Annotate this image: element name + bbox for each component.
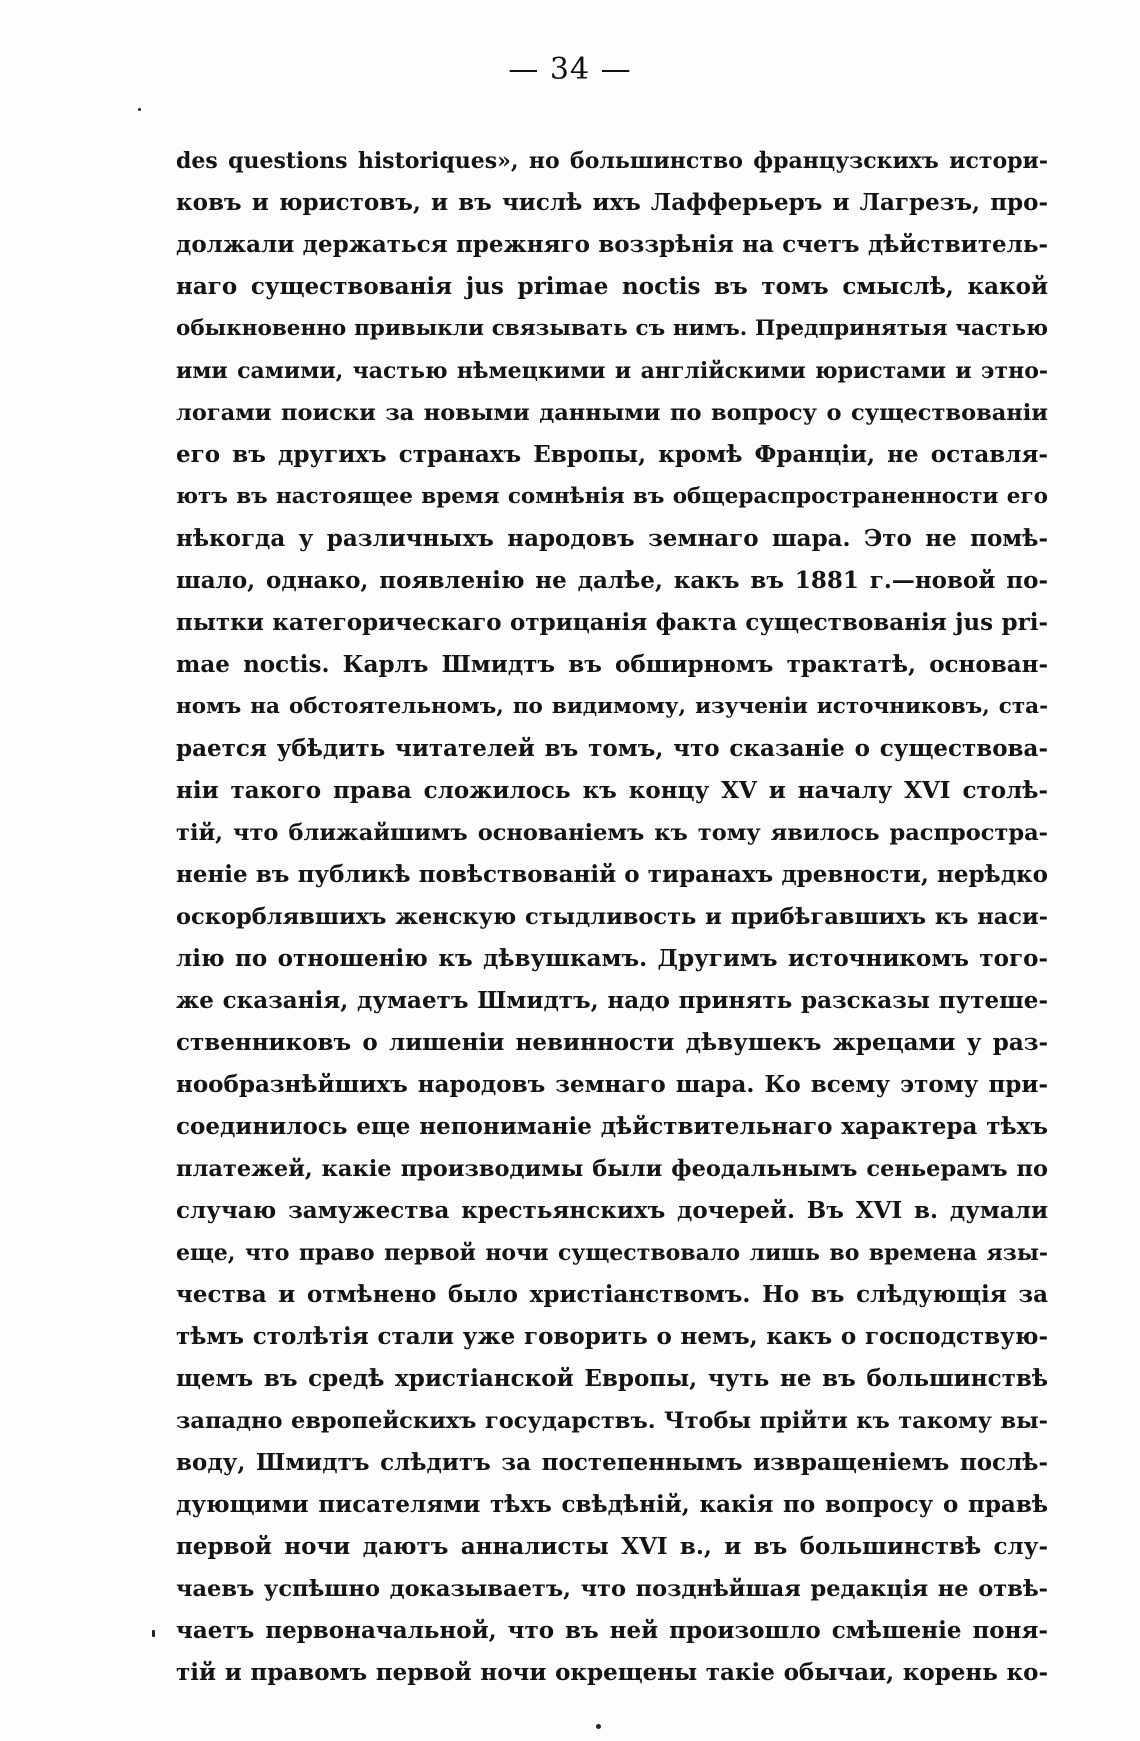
text-line: должали держаться прежняго воззрѣнія на счетъ дѣйствитель-	[176, 231, 1048, 258]
text-line: тѣмъ столѣтія стали уже говорить о немъ, какъ о господствую-	[176, 1323, 1048, 1350]
text-line: еще, что право первой ночи существовало лишь во времена язы-	[176, 1240, 1048, 1266]
text-line: ніи такого права сложилось къ концу XV и началу XVI столѣ-	[176, 777, 1048, 804]
text-line: западно европейскихъ государствъ. Чтобы прійти къ такому вы-	[176, 1408, 1048, 1434]
text-line: ютъ въ настоящее время сомнѣнія въ общераспространенности его	[176, 484, 1048, 509]
text-line: логами поиски за новыми данными по вопросу о существованіи	[176, 400, 1048, 426]
ink-speck	[138, 108, 141, 111]
text-line: чества и отмѣнено было христіанствомъ. Но въ слѣдующія за	[176, 1281, 1048, 1308]
text-line: оскорблявшихъ женскую стыдливость и прибѣгавшихъ къ наси-	[176, 904, 1048, 930]
text-line: номъ на обстоятельномъ, по видимому, изученіи источниковъ, ста-	[176, 694, 1048, 719]
text-line: ковъ и юристовъ, и въ числѣ ихъ Лафферьеръ и Лагрезъ, про-	[176, 189, 1048, 216]
text-line: неніе въ публикѣ повѣствованій о тиранахъ древности, нерѣдко	[176, 861, 1048, 888]
text-line: же сказанія, думаетъ Шмидтъ, надо принять разсказы путеше-	[176, 987, 1048, 1014]
text-line: щемъ въ средѣ христіанской Европы, чуть не въ большинствѣ	[176, 1365, 1048, 1392]
text-line: нѣкогда у различныхъ народовъ земнаго шара. Это не помѣ-	[176, 525, 1048, 552]
text-line: нообразнѣйшихъ народовъ земнаго шара. Ко всему этому при-	[176, 1071, 1048, 1098]
text-line: дующими писателями тѣхъ свѣдѣній, какія по вопросу о правѣ	[176, 1491, 1048, 1518]
ink-speck	[152, 1630, 155, 1637]
text-line: чаевъ успѣшно доказываетъ, что позднѣйшая редакція не отвѣ-	[176, 1576, 1048, 1602]
text-line: ственниковъ о лишеніи невинности дѣвушекъ жрецами у раз-	[176, 1029, 1048, 1056]
text-line: des questions historiques», но большинство французскихъ истори-	[176, 148, 1048, 174]
text-line: соединилось еще непониманіе дѣйствительнаго характера тѣхъ	[176, 1113, 1048, 1140]
text-line: наго существованія jus primae noctis въ томъ смыслѣ, какой	[176, 273, 1048, 300]
text-line: воду, Шмидтъ слѣдитъ за постепеннымъ извращеніемъ послѣ-	[176, 1449, 1048, 1476]
text-line: шало, однако, появленію не далѣе, какъ въ 1881 г.—новой по-	[176, 567, 1048, 594]
text-line: mae noctis. Карлъ Шмидтъ въ обширномъ трактатѣ, основан-	[176, 651, 1048, 678]
text-line: пытки категорическаго отрицанія факта существованія jus pri-	[176, 609, 1048, 636]
text-line: чаетъ первоначальной, что въ ней произошло смѣшеніе поня-	[176, 1617, 1048, 1644]
text-line: случаю замужества крестьянскихъ дочерей. Въ XVI в. думали	[176, 1197, 1048, 1224]
text-line: лію по отношенію къ дѣвушкамъ. Другимъ источникомъ того-	[176, 945, 1048, 972]
text-line: ими самими, частью нѣмецкими и англійскими юристами и этно-	[176, 358, 1048, 384]
body-text	[176, 140, 1048, 1694]
text-line: рается убѣдить читателей въ томъ, что сказаніе о существова-	[176, 735, 1048, 762]
text-line: платежей, какіе производимы были феодальнымъ сеньерамъ по	[176, 1156, 1048, 1182]
text-line: его въ другихъ странахъ Европы, кромѣ Франціи, не оставля-	[176, 441, 1048, 468]
page-number: — 34 —	[508, 52, 632, 87]
text-line: первой ночи даютъ анналисты XVI в., и въ большинствѣ слу-	[176, 1533, 1048, 1560]
text-line: тій, что ближайшимъ основаніемъ къ тому явилось распростра-	[176, 820, 1048, 846]
text-line: тій и правомъ первой ночи окрещены такіе обычаи, корень ко-	[176, 1659, 1048, 1686]
ink-speck	[596, 1724, 601, 1729]
text-line: обыкновенно привыкли связывать съ нимъ. Предпринятыя частью	[176, 316, 1048, 341]
